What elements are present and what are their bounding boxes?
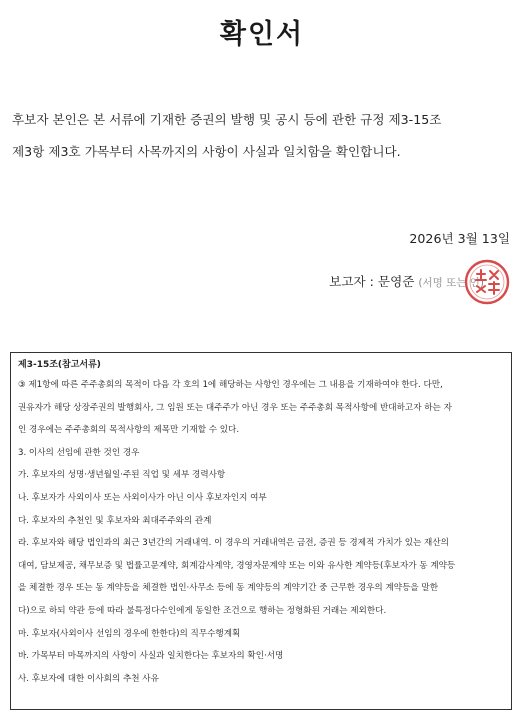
- reference-line: 을 체결한 경우 또는 동 계약등을 체결한 법인·사무소 등에 동 계약등의 계약기간 중 근무한 경우의 계약등을 말한: [18, 583, 439, 594]
- statement-line: 제3항 제3호 가목부터 사목까지의 사항이 사실과 일치함을 확인합니다.: [12, 144, 401, 159]
- statement-line: 후보자 본인은 본 서류에 기재한 증권의 발행 및 공시 등에 관한 규정 제3-15조: [12, 112, 442, 127]
- reference-line: 라. 후보자와 해당 법인과의 최근 3년간의 거래내역. 이 경우의 거래내역은 금전, 증권 등 경제적 가치가 있는 재산의: [18, 538, 449, 549]
- sign-note: (서명 또는 인): [418, 277, 484, 289]
- document-title: 확인서: [219, 19, 305, 50]
- confirmation-statement: [12, 104, 512, 168]
- reporter-signature-line: [329, 271, 484, 290]
- reference-title: 제3-15조(참고서류): [18, 360, 101, 370]
- reference-line: 다)으로 하되 약관 등에 따라 불특정다수인에게 동일한 조건으로 행하는 정형화된 거래는 제외한다.: [18, 605, 387, 616]
- reference-line: ③ 제1항에 따른 주주총회의 목적이 다음 각 호의 1에 해당하는 사항인 경우에는 그 내용을 기재하여야 한다. 다만,: [18, 380, 443, 390]
- reference-line: 다. 후보자의 추천인 및 후보자와 최대주주와의 관계: [18, 515, 212, 526]
- reference-line: 바. 가목부터 마목까지의 사항이 사실과 일치한다는 후보자의 확인·서명: [18, 651, 284, 662]
- document-date: 2026년 3월 13일: [409, 231, 510, 246]
- reference-box: [10, 352, 512, 710]
- reference-line: 대여, 담보제공, 채무보증 및 법률고문계약, 회계감사계약, 경영자문계약 또는 이와 유사한 계약등(후보자가 동 계약등: [18, 560, 456, 571]
- reference-line: 인 경우에는 주주총회의 목적사항의 제목만 기재할 수 있다.: [18, 425, 240, 436]
- red-seal-stamp-icon: [463, 258, 511, 306]
- reference-line: 3. 이사의 선임에 관한 것인 경우: [18, 447, 140, 458]
- reference-line: 나. 후보자가 사외이사 또는 사외이사가 아닌 이사 후보자인지 여부: [18, 492, 267, 503]
- reference-line: 권유자가 해당 상장주권의 발행회사, 그 임원 또는 대주주가 아닌 경우 또는 주주총회 목적사항에 반대하고자 하는 자: [18, 402, 452, 413]
- reference-line: 사. 후보자에 대한 이사회의 추천 사유: [18, 673, 159, 684]
- reporter-name: 보고자 : 문영준: [329, 274, 415, 289]
- reference-line: 가. 후보자의 성명·생년월일·주된 직업 및 세부 경력사항: [18, 470, 226, 481]
- reference-line: 마. 후보자(사외이사 선임의 경우에 한한다)의 직무수행계획: [18, 628, 241, 639]
